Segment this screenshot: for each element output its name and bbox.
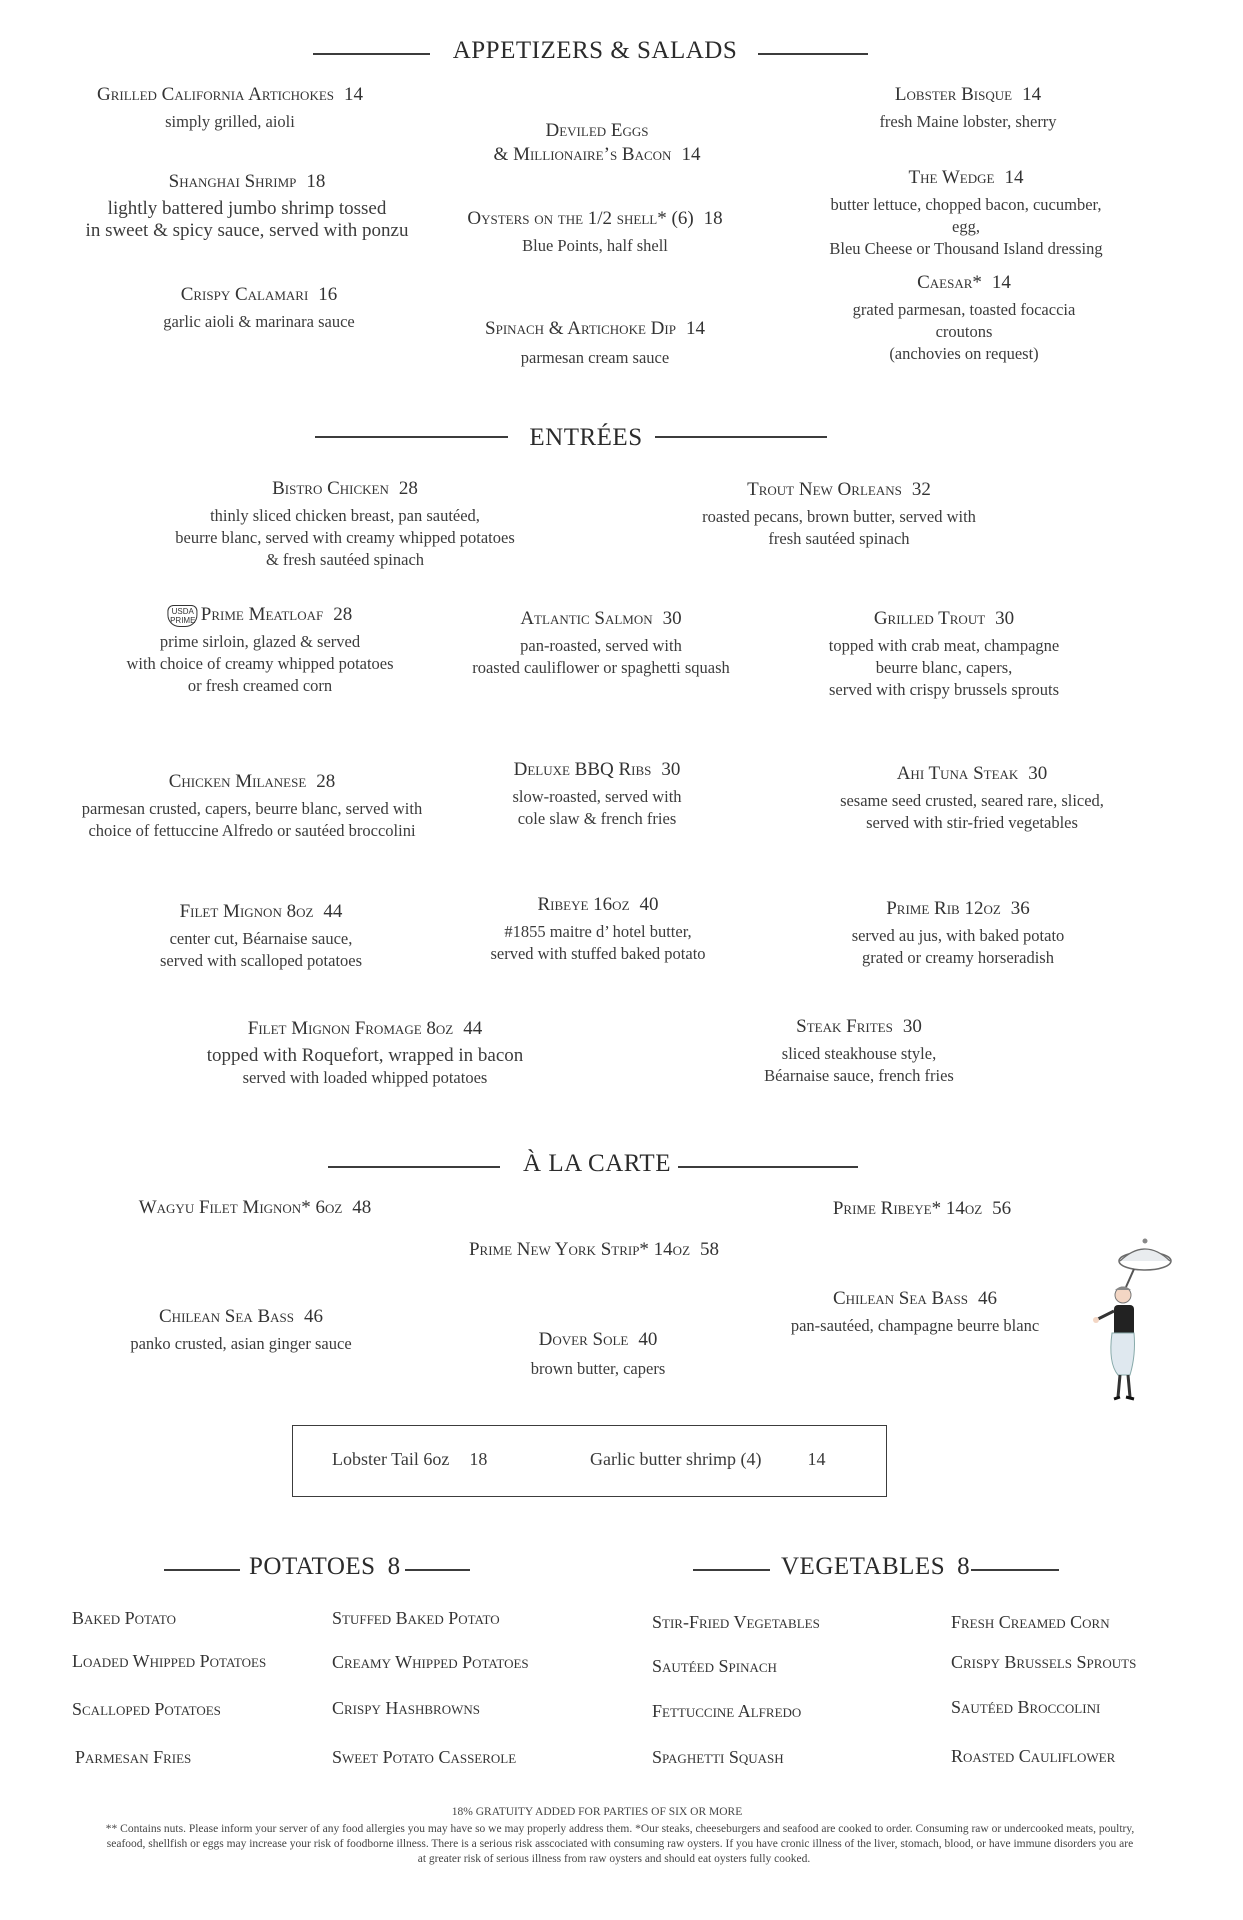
item-desc: beurre blanc, served with creamy whipped potatoes <box>175 528 515 547</box>
menu-item <box>512 758 681 830</box>
item-name: Filet Mignon Fromage 8oz <box>247 1018 454 1039</box>
item-desc: with choice of creamy whipped potatoes <box>126 654 394 673</box>
item-name: Grilled Trout <box>873 608 986 629</box>
item-price: 14 <box>991 272 1011 293</box>
item-desc: brown butter, capers <box>530 1359 666 1378</box>
potato-item: Scalloped Potatoes <box>72 1699 221 1719</box>
item-price: 30 <box>1028 763 1048 784</box>
menu-item <box>791 1287 1039 1337</box>
item-name: Bistro Chicken <box>272 478 389 499</box>
vegetable-item: Fettuccine Alfredo <box>652 1701 802 1721</box>
item-desc: served with scalloped potatoes <box>159 951 363 970</box>
item-desc: slow-roasted, served with <box>512 787 682 806</box>
item-desc: served with loaded whipped potatoes <box>242 1068 488 1087</box>
item-price: 14 <box>685 318 705 339</box>
item-desc: #1855 maitre d’ hotel butter, <box>504 922 692 941</box>
menu-item <box>472 607 730 679</box>
item-price: 28 <box>398 478 418 499</box>
item-name: Lobster Bisque <box>894 84 1013 105</box>
item-price: 18 <box>306 171 326 192</box>
potato-item: Baked Potato <box>72 1608 176 1628</box>
potato-item: Sweet Potato Casserole <box>332 1747 517 1767</box>
item-desc: parmesan cream sauce <box>520 348 670 367</box>
item-desc: simply grilled, aioli <box>165 112 295 131</box>
item-desc: cole slaw & french fries <box>517 809 677 828</box>
item-name: Dover Sole <box>538 1329 629 1350</box>
item-price: 58 <box>700 1239 720 1260</box>
section-title-entrees: ENTRÉES <box>529 424 643 451</box>
section-rule <box>315 436 508 438</box>
item-name: Grilled California Artichokes <box>97 84 334 105</box>
item-desc: parmesan crusted, capers, beurre blanc, served with <box>81 799 423 818</box>
item-price: 40 <box>638 1329 658 1350</box>
item-name: Prime New York Strip* 14oz <box>468 1239 691 1260</box>
item-price: 46 <box>303 1306 323 1327</box>
item-desc: garlic aioli & marinara sauce <box>163 312 355 331</box>
item-price: 48 <box>352 1197 372 1218</box>
section-rule <box>164 1569 240 1571</box>
menu-item <box>825 271 1104 365</box>
item-name: Spinach & Artichoke Dip <box>485 318 676 339</box>
item-desc: (anchovies on request) <box>889 344 1039 363</box>
menu-item <box>163 283 355 333</box>
section-title-vegetables: VEGETABLES 8 <box>781 1553 971 1580</box>
item-name: Ahi Tuna Steak <box>896 763 1019 784</box>
menu-item <box>97 83 363 133</box>
section-rule <box>405 1569 470 1571</box>
section-rule <box>313 53 430 55</box>
item-price: 30 <box>995 608 1015 629</box>
vegetable-item: Spaghetti Squash <box>652 1747 784 1767</box>
item-price: 30 <box>661 759 681 780</box>
item-price: 40 <box>639 894 659 915</box>
item-price: 32 <box>911 479 931 500</box>
vegetable-item: Crispy Brussels Sprouts <box>951 1652 1137 1672</box>
item-desc: or fresh creamed corn <box>187 676 333 695</box>
item-desc: roasted pecans, brown butter, served with <box>702 507 976 526</box>
addon-item <box>590 1449 825 1470</box>
menu-item <box>828 166 1105 260</box>
menu-item <box>469 1238 719 1262</box>
menu-item <box>175 477 515 571</box>
menu-item <box>485 317 705 369</box>
item-desc: sliced steakhouse style, <box>781 1044 937 1063</box>
item-desc: topped with Roquefort, wrapped in bacon <box>206 1045 524 1066</box>
addon-name: Garlic butter shrimp (4) <box>590 1449 762 1469</box>
item-desc: in sweet & spicy sauce, served with ponzu <box>85 220 409 241</box>
item-name: Prime Meatloaf <box>200 604 324 625</box>
item-desc: fresh sautéed spinach <box>768 529 910 548</box>
item-desc: Béarnaise sauce, french fries <box>764 1066 954 1085</box>
menu-item <box>531 1328 666 1380</box>
item-price: 30 <box>662 608 682 629</box>
item-name: Ribeye 16oz <box>537 894 630 915</box>
item-name: Chilean Sea Bass <box>159 1306 294 1327</box>
section-rule <box>678 1166 858 1168</box>
gratuity-note: 18% GRATUITY ADDED FOR PARTIES OF SIX OR MORE <box>451 1806 743 1818</box>
menu-item <box>130 1305 351 1355</box>
menu-item <box>207 1017 524 1089</box>
menu-item <box>490 893 705 965</box>
menu-item <box>852 897 1065 969</box>
item-desc: served au jus, with baked potato <box>851 926 1065 945</box>
menu-item <box>126 603 393 697</box>
item-desc: grated parmesan, toasted focaccia croutons <box>852 300 1076 341</box>
potato-item: Loaded Whipped Potatoes <box>72 1651 267 1671</box>
menu-item <box>86 170 409 242</box>
item-price: 46 <box>977 1288 997 1309</box>
item-desc: center cut, Béarnaise sauce, <box>169 929 353 948</box>
item-price: 44 <box>463 1018 483 1039</box>
item-desc: thinly sliced chicken breast, pan sautéed, <box>210 506 480 525</box>
section-rule <box>328 1166 500 1168</box>
item-price: 14 <box>344 84 363 105</box>
item-desc: roasted cauliflower or spaghetti squash <box>472 658 730 677</box>
item-name: Deluxe BBQ Ribs <box>513 759 652 780</box>
section-title-a-la-carte: À LA CARTE <box>523 1150 671 1177</box>
item-name: Caesar* <box>917 272 982 293</box>
menu-item <box>494 119 701 167</box>
item-desc: grated or creamy horseradish <box>862 948 1054 967</box>
menu-item <box>160 900 362 972</box>
potato-item: Creamy Whipped Potatoes <box>332 1652 529 1672</box>
item-price: 44 <box>323 901 343 922</box>
item-desc: topped with crab meat, champagne <box>828 636 1060 655</box>
item-desc: pan-sautéed, champagne beurre blanc <box>790 1316 1040 1335</box>
addon-price: 18 <box>469 1449 488 1469</box>
item-name: Chicken Milanese <box>168 771 307 792</box>
item-desc: prime sirloin, glazed & served <box>159 632 361 651</box>
section-rule <box>655 436 827 438</box>
item-desc: served with crispy brussels sprouts <box>828 680 1060 699</box>
item-desc: choice of fettuccine Alfredo or sautéed broccolini <box>88 821 416 840</box>
item-desc: sesame seed crusted, seared rare, sliced, <box>840 791 1104 810</box>
addon-name: Lobster Tail 6oz <box>332 1449 450 1469</box>
item-price: 28 <box>333 604 353 625</box>
item-price: 30 <box>902 1016 922 1037</box>
addon-price: 14 <box>807 1449 826 1469</box>
item-desc: served with stuffed baked potato <box>490 944 706 963</box>
item-price: 28 <box>316 771 336 792</box>
section-rule <box>758 53 868 55</box>
usda-prime-badge: USDA PRIME <box>168 605 198 627</box>
item-name: Crispy Calamari <box>180 284 309 305</box>
item-desc: pan-roasted, served with <box>520 636 682 655</box>
section-title-potatoes: POTATOES 8 <box>249 1553 401 1580</box>
item-name: Oysters on the 1/2 shell* (6) <box>467 208 694 229</box>
menu-item <box>702 478 976 550</box>
item-desc: beurre blanc, capers, <box>875 658 1013 677</box>
potato-item: Crispy Hashbrowns <box>332 1698 480 1718</box>
item-price: 36 <box>1010 898 1030 919</box>
waiter-illustration <box>1060 1235 1180 1405</box>
potato-item: Stuffed Baked Potato <box>332 1608 500 1628</box>
disclaimer-line: at greater risk of serious illness from raw oysters and should eat oysters fully cooked. <box>417 1853 811 1865</box>
vegetable-item: Stir-Fried Vegetables <box>652 1612 820 1632</box>
item-name: Deviled Eggs <box>545 120 649 141</box>
item-desc: served with stir-fried vegetables <box>866 813 1078 832</box>
item-price: 14 <box>1004 167 1024 188</box>
vegetable-item: Sautéed Spinach <box>652 1656 777 1676</box>
item-desc: & fresh sautéed spinach <box>265 550 425 569</box>
item-desc: butter lettuce, chopped bacon, cucumber, egg, <box>830 195 1102 236</box>
item-name: The Wedge <box>908 167 995 188</box>
section-rule <box>971 1569 1059 1571</box>
menu-item <box>840 762 1104 834</box>
menu-item <box>829 607 1059 701</box>
item-name: Trout New Orleans <box>747 479 902 500</box>
item-name: Chilean Sea Bass <box>833 1288 968 1309</box>
item-desc: Blue Points, half shell <box>522 236 668 255</box>
item-price: 14 <box>1022 84 1042 105</box>
menu-item <box>139 1196 372 1220</box>
menu-item <box>879 83 1056 133</box>
item-price: 14 <box>681 144 701 165</box>
disclaimer-line: seafood, shellfish or eggs may increase your risk of foodborne illness. There is a serious risk asscociated with consuming raw oysters. If you have cronic illness of the liver, stomach, blood, or have immune disorders you are <box>106 1838 1134 1850</box>
menu-item <box>764 1015 954 1087</box>
item-price: 56 <box>992 1198 1012 1219</box>
item-name: Prime Rib 12oz <box>886 898 1001 919</box>
item-name: Atlantic Salmon <box>520 608 653 629</box>
item-desc: panko crusted, asian ginger sauce <box>130 1334 352 1353</box>
item-desc: lightly battered jumbo shrimp tossed <box>107 198 387 219</box>
menu-item <box>82 770 422 842</box>
item-desc: fresh Maine lobster, sherry <box>879 112 1057 131</box>
item-price: 16 <box>318 284 338 305</box>
item-desc: Bleu Cheese or Thousand Island dressing <box>829 239 1103 258</box>
item-name: Filet Mignon 8oz <box>179 901 314 922</box>
addon-item <box>332 1449 487 1470</box>
potato-item: Parmesan Fries <box>75 1747 192 1767</box>
vegetable-item: Roasted Cauliflower <box>951 1746 1116 1766</box>
item-name: Prime Ribeye* 14oz <box>832 1198 983 1219</box>
item-name: Steak Frites <box>796 1016 893 1037</box>
section-title-appetizers: APPETIZERS & SALADS <box>452 37 738 64</box>
item-name: Wagyu Filet Mignon* 6oz <box>138 1197 343 1218</box>
menu-item <box>833 1197 1011 1221</box>
section-rule <box>693 1569 770 1571</box>
item-name-2: & Millionaire’s Bacon <box>493 144 672 165</box>
item-price: 18 <box>703 208 723 229</box>
vegetable-item: Fresh Creamed Corn <box>951 1612 1110 1632</box>
item-name: Shanghai Shrimp <box>168 171 297 192</box>
menu-item <box>467 207 722 257</box>
vegetable-item: Sautéed Broccolini <box>951 1697 1101 1717</box>
disclaimer-line: ** Contains nuts. Please inform your server of any food allergies you may have so we may properly address them. *Our steaks, cheeseburgers and seafood are cooked to order. Consuming raw or undercooked meats, poultry, <box>105 1823 1135 1835</box>
